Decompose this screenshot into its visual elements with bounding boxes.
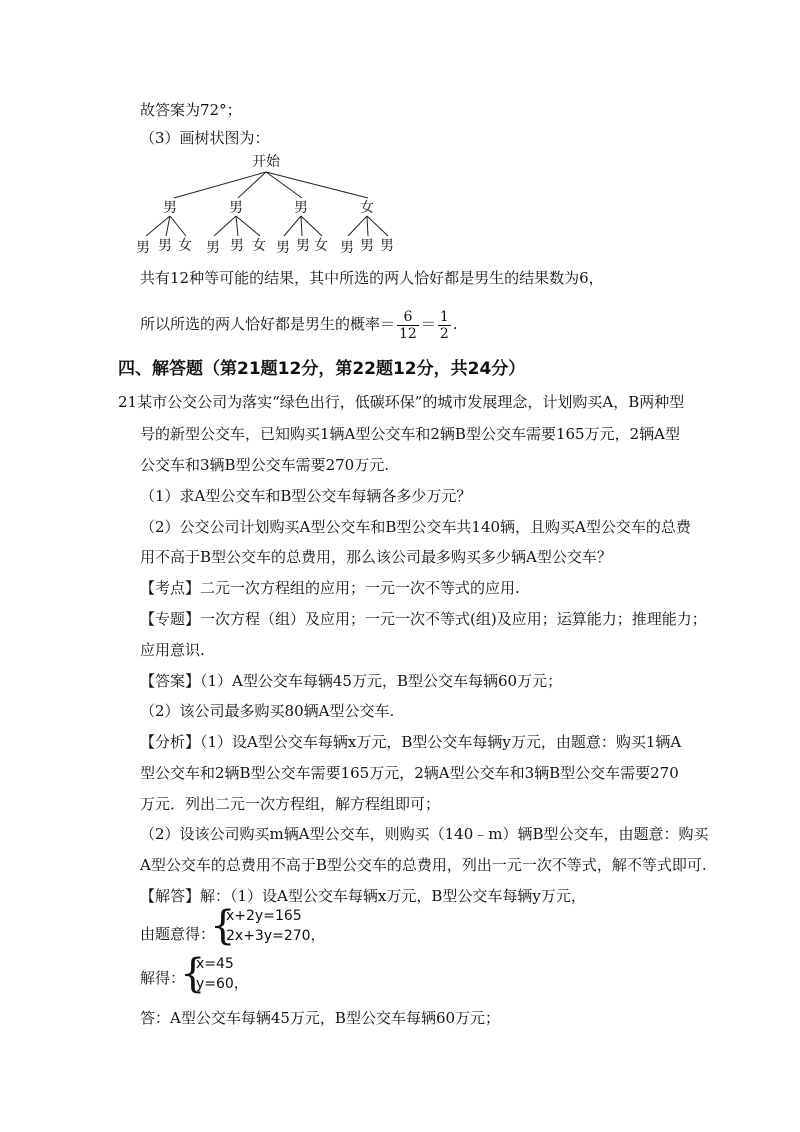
equation: x+2y=165 — [226, 908, 302, 924]
sub-question-2-line-2: 用不高于B型公交车的总费用，那么该公司最多购买多少辆A型公交车？ — [140, 548, 612, 566]
tree-edge — [301, 216, 302, 236]
question-21-line-3: 公交车和3辆B型公交车需要270万元. — [140, 456, 389, 474]
jieda-line-2: 由题意得： — [140, 925, 216, 943]
tree-edge — [266, 172, 368, 198]
tree-node-l2: 男 — [136, 240, 150, 256]
tree-intro: （3）画树状图为： — [140, 129, 270, 147]
answer-line-72: 故答案为72°； — [140, 101, 242, 119]
comma: ， — [310, 928, 325, 944]
left-brace: { — [180, 951, 206, 997]
tree-node-l2: 女 — [314, 238, 328, 254]
jieda-line-4: 答：A型公交车每辆45万元，B型公交车每辆60万元； — [140, 1009, 501, 1027]
equals-sign: ＝ — [420, 315, 436, 333]
tree-edge — [367, 216, 388, 236]
period: . — [452, 315, 458, 333]
fenxi-line-3: 万元．列出二元一次方程组，解方程组即可； — [140, 795, 441, 813]
tree-node-l2: 男 — [230, 238, 244, 254]
jieda-line-1: 【解答】解：（1）设A型公交车每辆x万元，B型公交车每辆y万元， — [140, 887, 586, 905]
question-21-line-1: 21某市公交公司为落实“绿色出行，低碳环保”的城市发展理念，计划购买A，B两种型 — [118, 393, 685, 411]
tree-root: 开始 — [252, 154, 280, 170]
frac-numerator: 1 — [439, 308, 449, 325]
sub-question-2-line-1: （2）公交公司计划购买A型公交车和B型公交车共140辆，且购买A型公交车的总费 — [140, 518, 691, 536]
fenxi-line-2: 型公交车和2辆B型公交车需要165万元，2辆A型公交车和3辆B型公交车需要270 — [140, 764, 679, 782]
tree-node-l2: 男 — [276, 240, 290, 256]
tree-edge — [348, 216, 367, 236]
comma: ， — [233, 976, 248, 992]
tree-node-l2: 女 — [178, 238, 192, 254]
tree-node-l1: 男 — [163, 200, 177, 216]
frac-denominator: 2 — [439, 325, 449, 342]
tree-edge — [367, 216, 368, 236]
tree-edge — [214, 216, 236, 236]
tree-node-l2: 男 — [340, 240, 354, 256]
tree-edge — [170, 216, 186, 236]
fraction-1-2 — [438, 309, 451, 342]
tree-node-l1: 男 — [229, 200, 243, 216]
tree-node-l1: 男 — [294, 200, 308, 216]
probability-line — [140, 306, 458, 342]
tree-diagram — [134, 150, 414, 260]
answer-line-2: （2）该公司最多购买80辆A型公交车. — [140, 702, 395, 720]
system-lines — [226, 906, 325, 946]
question-21-line-2: 号的新型公交车，已知购买1辆A型公交车和2辆B型公交车需要165万元，2辆A型 — [140, 425, 680, 443]
probability-text: 所以所选的两人恰好都是男生的概率＝ — [140, 315, 396, 333]
fraction-6-12 — [397, 309, 419, 342]
fenxi-line-5: A型公交车的总费用不高于B型公交车的总费用，列出一元一次不等式，解不等式即可. — [140, 856, 707, 874]
tree-node-l2: 男 — [158, 238, 172, 254]
section-heading: 四、解答题（第21题12分，第22题12分，共24分） — [118, 359, 526, 379]
tree-node-l1: 女 — [360, 200, 374, 216]
result-count-line: 共有12种等可能的结果，其中所选的两人恰好都是男生的结果数为6， — [140, 269, 604, 287]
zhuanti-line-2: 应用意识. — [140, 641, 205, 659]
fenxi-line-4: （2）设该公司购买m辆A型公交车，则购买（140﹣m）辆B型公交车，由题意：购买 — [140, 825, 709, 843]
tree-node-l2: 男 — [206, 240, 220, 256]
equation: x=45 — [196, 956, 234, 972]
equation-text: 2x+3y=270 — [226, 928, 311, 944]
tree-node-l2: 男 — [296, 238, 310, 254]
frac-numerator: 6 — [397, 309, 419, 326]
sub-question-1: （1）求A型公交车和B型公交车每辆各多少万元？ — [140, 487, 472, 505]
zhuanti-line-1: 【专题】一次方程（组）及应用；一元一次不等式(组)及应用；运算能力；推理能力； — [140, 610, 707, 628]
tree-edge — [236, 216, 238, 236]
tree-edge — [301, 216, 322, 236]
left-brace: { — [210, 903, 236, 949]
tree-edge — [266, 172, 302, 198]
tree-node-l2: 男 — [360, 238, 374, 254]
kaodian-line: 【考点】二元一次方程组的应用；一元一次不等式的应用. — [140, 579, 520, 597]
equation — [196, 974, 248, 994]
equation-text: y=60 — [196, 976, 234, 992]
equation-system-2 — [180, 951, 282, 998]
equation — [226, 926, 325, 946]
tree-edge — [236, 216, 260, 236]
tree-node-l2: 男 — [380, 238, 394, 254]
jieda-line-3: 解得： — [140, 969, 186, 987]
system-lines — [196, 954, 248, 994]
frac-denominator: 12 — [399, 325, 417, 342]
answer-line-1: 【答案】（1）A型公交车每辆45万元，B型公交车每辆60万元； — [140, 672, 563, 690]
tree-node-l2: 女 — [252, 238, 266, 254]
fenxi-line-1: 【分析】（1）设A型公交车每辆x万元，B型公交车每辆y万元，由题意：购买1辆A — [140, 733, 682, 751]
equation-system-1 — [210, 903, 332, 950]
tree-edge — [284, 216, 301, 236]
